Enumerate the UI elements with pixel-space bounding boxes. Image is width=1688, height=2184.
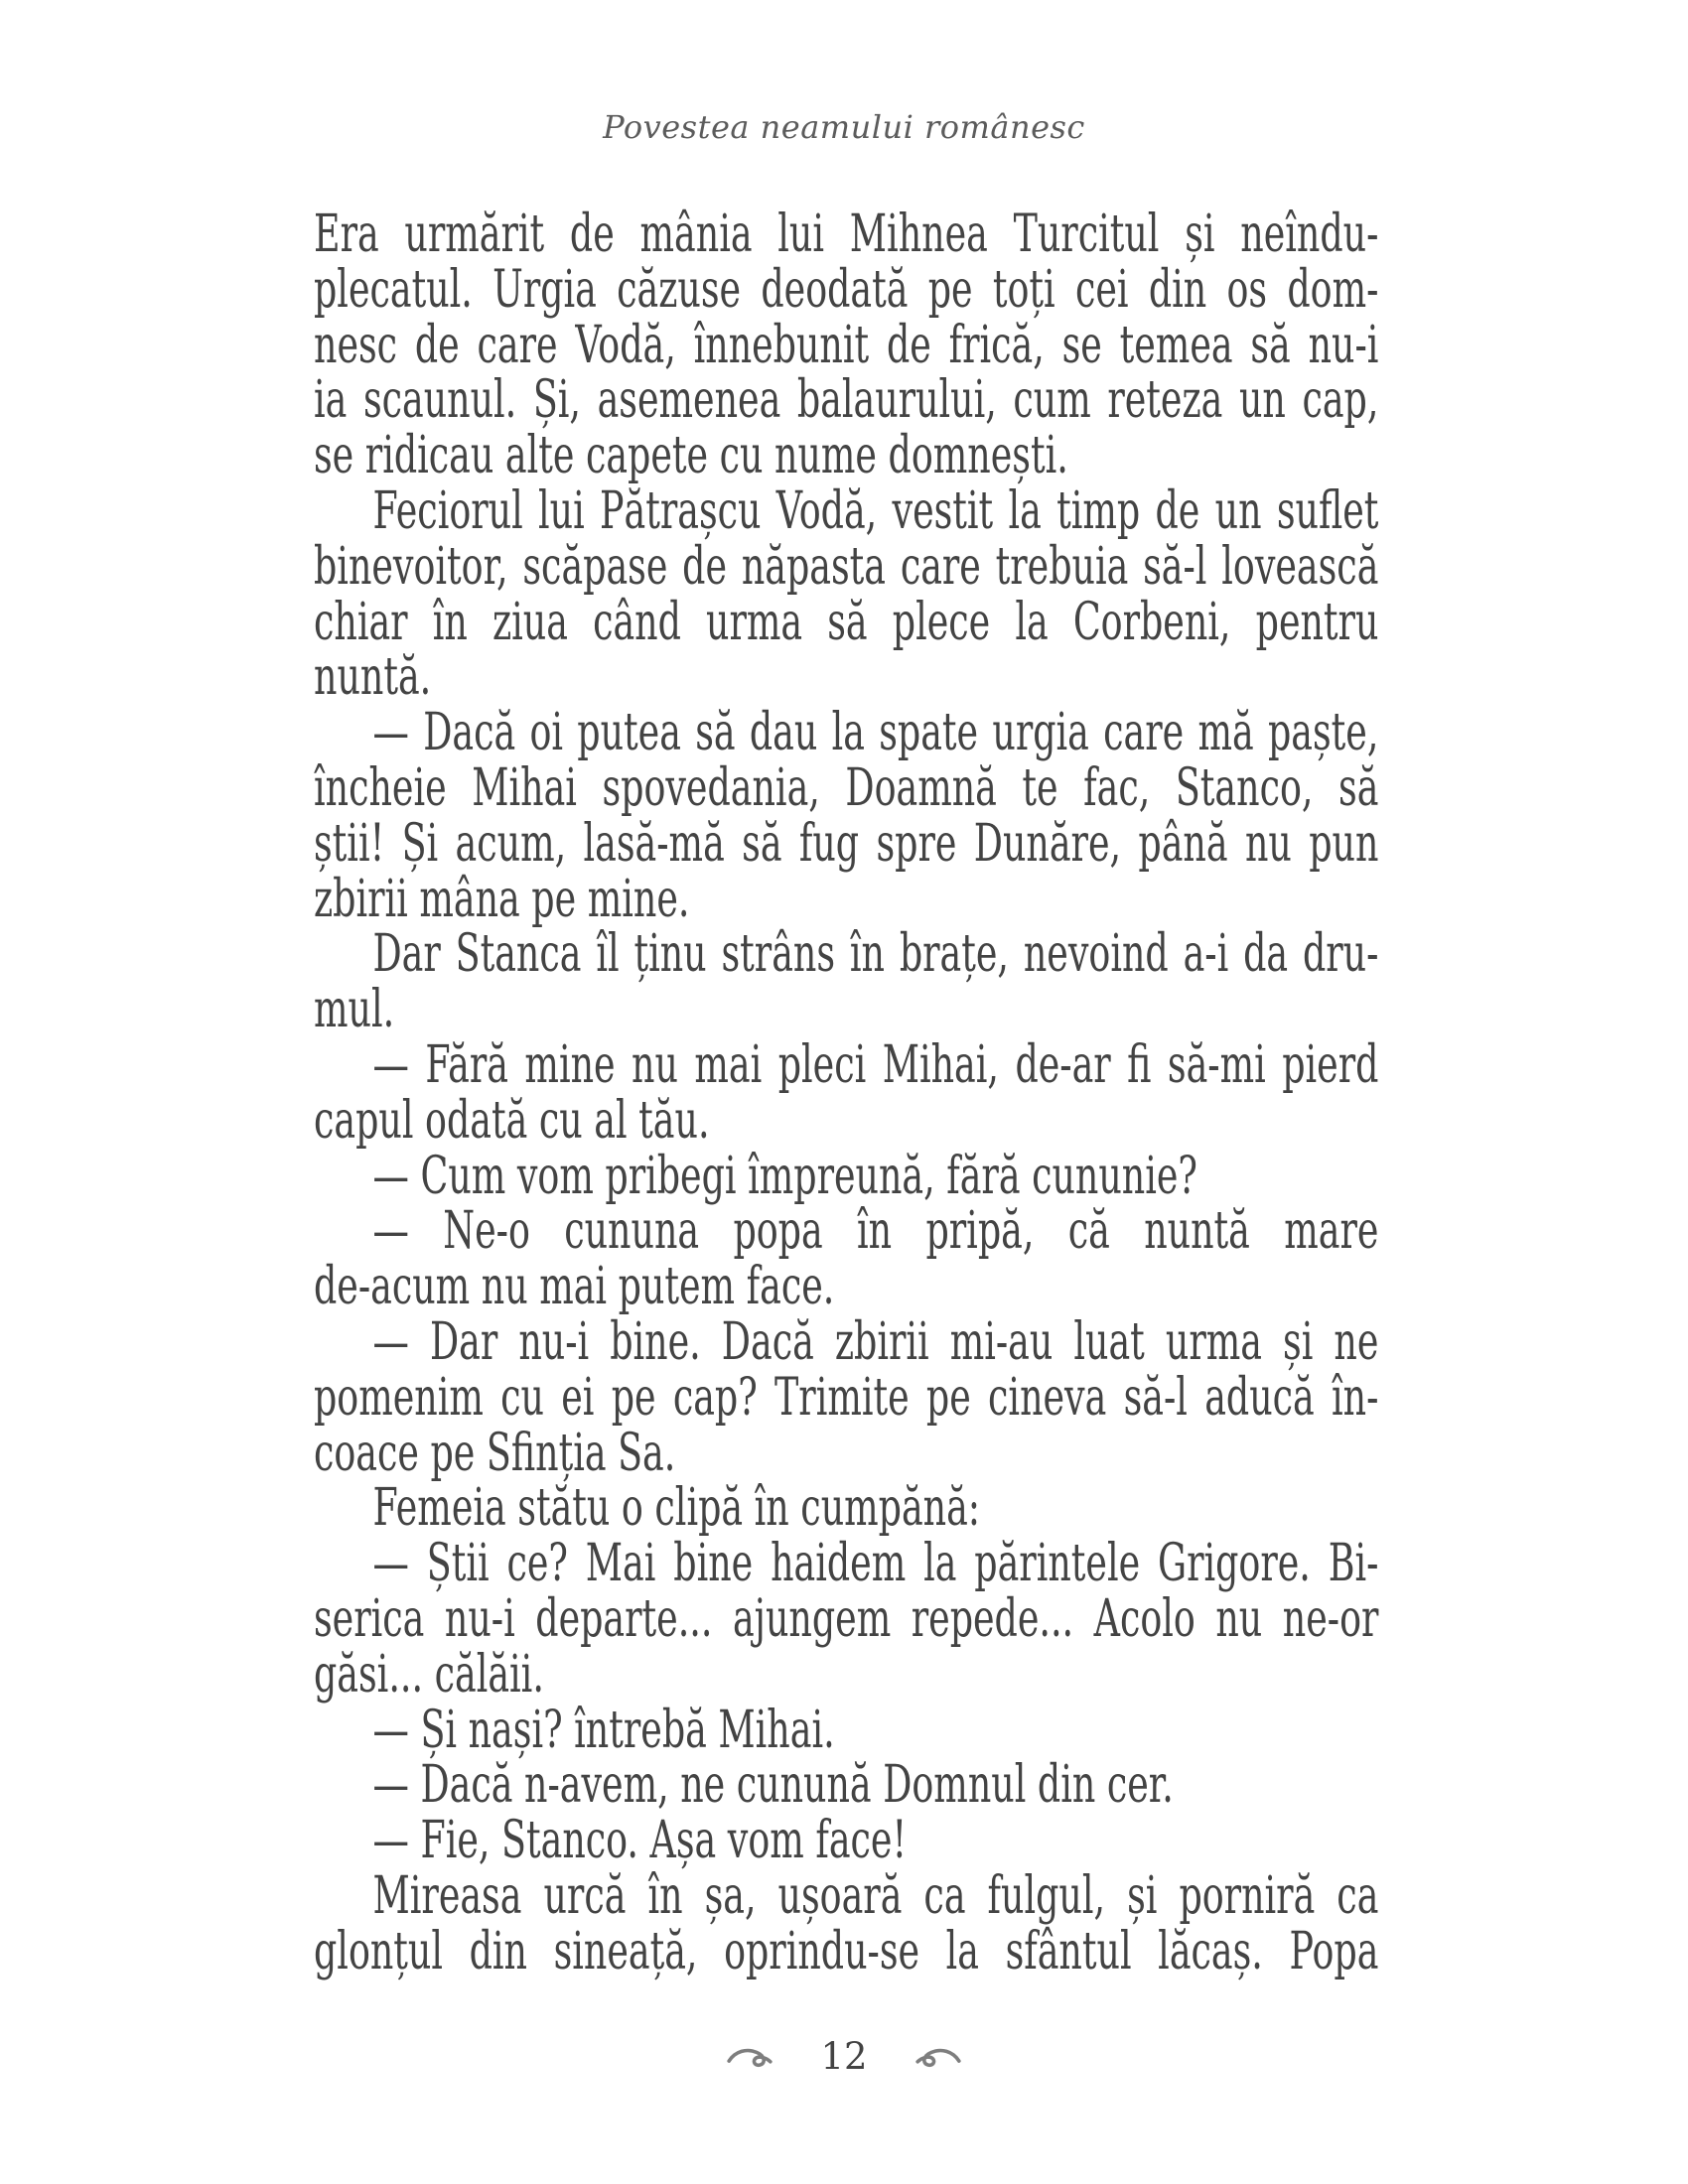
text-line: — Și nași? întrebă Mihai.	[372, 1700, 835, 1760]
text-line: capul odată cu al tău.	[314, 1090, 710, 1151]
body-text-block	[314, 207, 1379, 1980]
text-line: zbirii mâna pe mine.	[314, 869, 690, 929]
text-line: — Dar nu-i bine. Dacă zbirii mi-au luat urma și ne	[372, 1311, 1379, 1372]
text-line: se ridicau alte capete cu nume domnești.	[314, 426, 1068, 486]
text-line: chiar în ziua când urma să plece la Corbeni, pentru	[314, 592, 1379, 652]
text-line: încheie Mihai spovedania, Doamnă te fac, Stanco, să	[314, 757, 1379, 818]
text-line: — Ne-o cununa popa în pripă, că nuntă mare	[372, 1201, 1379, 1262]
page-footer	[0, 2029, 1688, 2085]
running-header: Povestea neamului românesc	[603, 108, 1085, 146]
text-line: pomenim cu ei pe cap? Trimite pe cineva să-l aducă în-	[314, 1367, 1379, 1428]
text-line: plecatul. Urgia căzuse deodată pe toți cei din os dom-	[314, 259, 1379, 320]
text-line: știi! Și acum, lasă-mă să fug spre Dunăre, până nu pun	[314, 813, 1379, 874]
text-line: binevoitor, scăpase de năpasta care trebuia să-l lovească	[314, 536, 1379, 597]
text-line: nesc de care Vodă, înnebunit de frică, se temea să nu-i	[314, 315, 1379, 375]
text-line: Dar Stanca îl ținu strâns în brațe, nevoind a-i da dru-	[372, 924, 1379, 985]
text-line: mul.	[314, 980, 395, 1040]
text-line: coace pe Sfinția Sa.	[314, 1423, 676, 1483]
text-line: de-acum nu mai putem face.	[314, 1257, 835, 1317]
text-line: nuntă.	[314, 647, 432, 708]
text-line: Femeia stătu o clipă în cumpănă:	[372, 1478, 981, 1539]
text-line: — Fie, Stanco. Așa vom face!	[372, 1811, 908, 1871]
flourish-left-icon	[727, 2041, 773, 2074]
page-number: 12	[820, 2035, 868, 2078]
text-line: Mireasa urcă în șa, ușoară ca fulgul, și porniră ca	[372, 1865, 1379, 1926]
text-line: — Cum vom pribegi împreună, fără cununie?	[372, 1146, 1197, 1206]
text-line: glonțul din sineață, oprindu-se la sfântul lăcaș. Popa	[314, 1921, 1379, 1981]
text-line: — Știi ce? Mai bine haidem la părintele Grigore. Bi-	[372, 1534, 1379, 1594]
text-line: serica nu-i departe... ajungem repede... Acolo nu ne-or	[314, 1588, 1379, 1649]
text-line: găsi... călăii.	[314, 1644, 544, 1705]
text-line: — Dacă oi putea să dau la spate urgia care mă paște,	[372, 703, 1379, 763]
text-line: ia scaunul. Și, asemenea balaurului, cum reteza un cap,	[314, 370, 1379, 431]
text-line: — Fără mine nu mai pleci Mihai, de-ar fi să-mi pierd	[372, 1034, 1379, 1095]
text-line: — Dacă n-avem, ne cunună Domnul din cer.	[372, 1755, 1174, 1816]
text-line: Feciorul lui Pătrașcu Vodă, vestit la timp de un suflet	[372, 480, 1379, 541]
flourish-right-icon	[915, 2041, 961, 2074]
text-line: Era urmărit de mânia lui Mihnea Turcitul și neîndu-	[314, 205, 1379, 264]
